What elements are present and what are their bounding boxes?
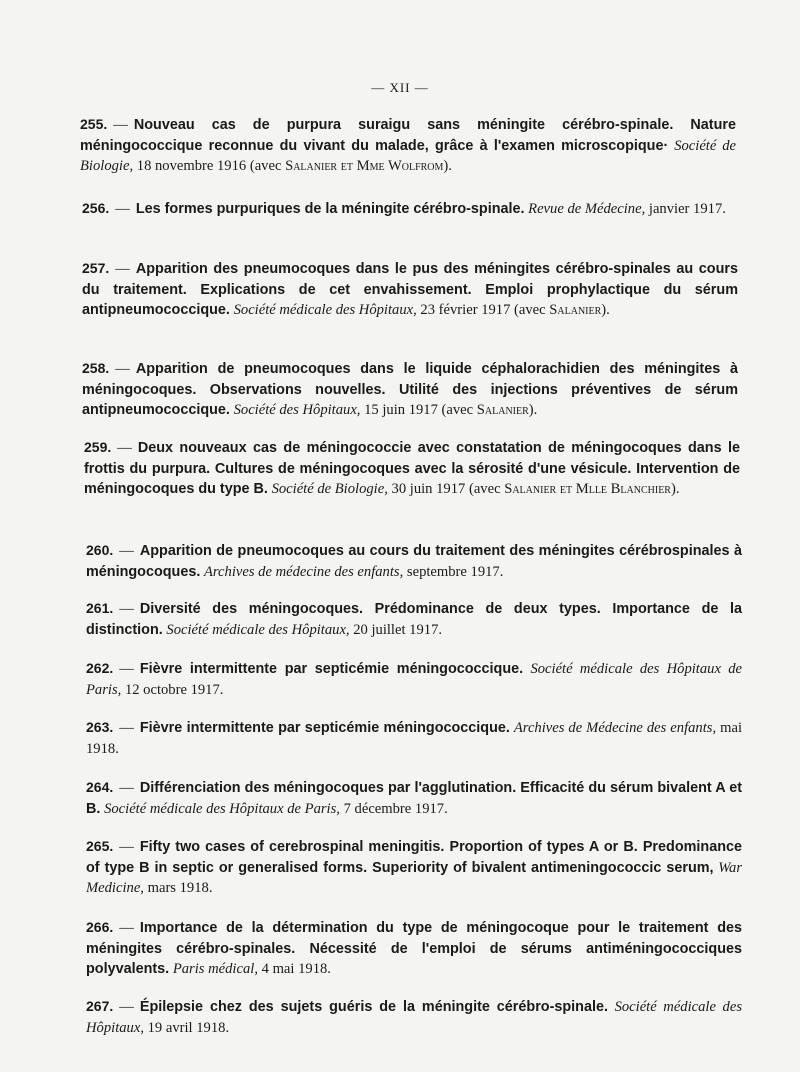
entry-date: 30 juin 1917 (avec	[391, 481, 501, 497]
entry-262: 262. — Fièvre intermittente par septicémie méningococcique. Société médicale des Hôpitaux de Paris, 12 octobre 1917.	[86, 660, 742, 698]
entry-date: 23 février 1917 (avec	[420, 302, 546, 318]
entry-number: 265.	[86, 838, 114, 854]
entry-date: janvier 1917.	[648, 201, 726, 217]
entry-title: Nouveau cas de purpura suraigu sans méningite cérébro-spinale. Nature méningococcique reconnue du vivant du malade, grâce à l'examen microscopique·	[80, 117, 736, 154]
entry-title: Apparition des pneumocoques dans le pus des méningites cérébro-spinales au cours du traitement. Explications de cet envahissement. Emploi prophylactique du sérum antipneumococcique.	[82, 261, 738, 318]
entry-title: Fièvre intermittente par septicémie méningococcique.	[139, 720, 510, 736]
entry-authors: Salanier).	[476, 402, 538, 418]
entry-date: 15 juin 1917 (avec	[364, 402, 474, 418]
entry-date: 4 mai 1918.	[261, 961, 331, 977]
entry-authors: Salanier et Mlle Blanchier).	[504, 481, 680, 497]
entry-source: Société médicale des Hôpitaux,	[86, 999, 743, 1036]
entry-258: 258. — Apparition de pneumocoques dans le liquide céphalorachidien des méningites à méningocoques. Observations nouvelles. Utilité des injections préventives de sérum antipneumococcique. Société des Hôpitaux, 15 juin 1917 (avec Salanier).	[82, 360, 738, 418]
entry-source: Société médicale des Hôpitaux de Paris,	[104, 800, 340, 817]
entry-255: 255. — Nouveau cas de purpura suraigu sans méningite cérébro-spinale. Nature méningococcique reconnue du vivant du malade, grâce à l'examen microscopique· Société de Biologie, 18 novembre 1916 (avec Salanier et Mme Wolfrom).	[80, 116, 736, 174]
entry-title: Importance de la détermination du type de méningocoque pour le traitement des méningites cérébro-spinales. Nécessité de l'emploi de sérums antiméningococciques polyvalents.	[86, 920, 742, 977]
entry-date: 18 novembre 1916 (avec	[136, 158, 282, 174]
entry-source: Société de Biologie,	[80, 137, 736, 174]
entry-number: 260.	[86, 542, 114, 558]
entry-number: 261.	[86, 600, 114, 616]
entry-date: mars 1918.	[147, 880, 213, 896]
entry-title: Apparition de pneumocoques au cours du traitement des méningites cérébrospinales à méningocoques.	[86, 543, 742, 580]
entry-263: 263. — Fièvre intermittente par septicémie méningococcique. Archives de Médecine des enfants, mai 1918.	[86, 719, 743, 757]
entry-number: 266.	[86, 919, 114, 935]
entry-title: Les formes purpuriques de la méningite cérébro-spinale.	[135, 201, 525, 217]
entry-source: Société de Biologie,	[271, 481, 388, 497]
entry-date: septembre 1917.	[406, 563, 504, 580]
entry-source: Société médicale des Hôpitaux,	[233, 302, 417, 318]
entry-260: 260. — Apparition de pneumocoques au cours du traitement des méningites cérébrospinales à méningocoques. Archives de médecine des enfants, septembre 1917.	[86, 542, 742, 580]
entry-source: Archives de médecine des enfants,	[204, 563, 404, 580]
entry-number: 263.	[86, 719, 114, 735]
entry-number: 256.	[82, 200, 110, 216]
entry-267: 267. — Épilepsie chez des sujets guéris de la méningite cérébro-spinale. Société médicale des Hôpitaux, 19 avril 1918.	[86, 998, 743, 1036]
entry-source: Paris médical,	[172, 961, 258, 977]
entry-authors: Salanier et Mme Wolfrom).	[285, 158, 452, 174]
entry-257: 257. — Apparition des pneumocoques dans le pus des méningites cérébro-spinales au cours du traitement. Explications de cet envahissement. Emploi prophylactique du sérum antipneumococcique. Société médicale des Hôpitaux, 23 février 1917 (avec Salanier).	[82, 260, 738, 318]
entry-authors: Salanier).	[549, 302, 610, 318]
entry-source: Archives de Médecine des enfants,	[513, 720, 717, 736]
entry-title: Deux nouveaux cas de méningococcie avec constatation de méningocoques dans le frottis du purpura. Cultures de méningocoques avec la sérosité d'une vésicule. Intervention de méningocoques du type B.	[84, 440, 740, 497]
entry-title: Fifty two cases of cerebrospinal meningitis. Proportion of types A or B. Predominance of type B in septic or generalised forms. Superiority of bivalent antimeningococcic serum,	[86, 839, 742, 876]
entry-title: Épilepsie chez des sujets guéris de la méningite cérébro-spinale.	[139, 999, 608, 1015]
entry-number: 257.	[82, 260, 110, 276]
entry-number: 264.	[86, 779, 114, 795]
entry-title: Diversité des méningocoques. Prédominance de deux types. Importance de la distinction.	[86, 601, 742, 638]
entry-number: 267.	[86, 998, 114, 1014]
entry-256: 256. — Les formes purpuriques de la méningite cérébro-spinale. Revue de Médecine, janvier 1917.	[82, 200, 726, 217]
entry-source: Revue de Médecine,	[528, 201, 646, 217]
page-header: — XII —	[371, 80, 429, 95]
entry-number: 262.	[86, 660, 114, 676]
entry-source: Société médicale des Hôpitaux,	[166, 621, 350, 638]
entry-number: 255.	[80, 116, 108, 132]
entry-264: 264. — Différenciation des méningocoques par l'agglutination. Efficacité du sérum bivalent A et B. Société médicale des Hôpitaux de Paris, 7 décembre 1917.	[86, 779, 742, 817]
entry-date: 12 octobre 1917.	[124, 681, 224, 698]
entry-date: 20 juillet 1917.	[353, 621, 443, 638]
entry-source: War Medicine,	[86, 859, 742, 896]
entry-261: 261. — Diversité des méningocoques. Prédominance de deux types. Importance de la distinction. Société médicale des Hôpitaux, 20 juillet 1917.	[86, 600, 742, 638]
entry-title: Différenciation des méningocoques par l'agglutination. Efficacité du sérum bivalent A et B.	[86, 780, 742, 817]
entry-source: Société des Hôpitaux,	[233, 402, 361, 418]
entry-266: 266. — Importance de la détermination du type de méningocoque pour le traitement des méningites cérébro-spinales. Nécessité de l'emploi de sérums antiméningococciques polyvalents. Paris médical, 4 mai 1918.	[86, 919, 742, 977]
entry-number: 258.	[82, 360, 110, 376]
entry-date: 7 décembre 1917.	[343, 800, 448, 817]
entry-source: Société médicale des Hôpitaux de Paris,	[86, 661, 742, 698]
entry-title: Apparition de pneumocoques dans le liquide céphalorachidien des méningites à méningocoques. Observations nouvelles. Utilité des injections préventives de sérum antipneumococcique.	[82, 361, 738, 418]
entry-title: Fièvre intermittente par septicémie méningococcique.	[139, 661, 524, 677]
entry-259: 259. — Deux nouveaux cas de méningococcie avec constatation de méningocoques dans le frottis du purpura. Cultures de méningocoques avec la sérosité d'une vésicule. Intervention de méningocoques du type B. Société de Biologie, 30 juin 1917 (avec Salanier et Mlle Blanchier).	[84, 439, 740, 497]
entry-date: mai 1918.	[86, 720, 743, 757]
entry-265: 265. — Fifty two cases of cerebrospinal meningitis. Proportion of types A or B. Predominance of type B in septic or generalised forms. Superiority of bivalent antimeningococcic serum, War Medicine, mars 1918.	[86, 838, 742, 896]
entry-number: 259.	[84, 439, 112, 455]
entry-date: 19 avril 1918.	[147, 1019, 230, 1036]
